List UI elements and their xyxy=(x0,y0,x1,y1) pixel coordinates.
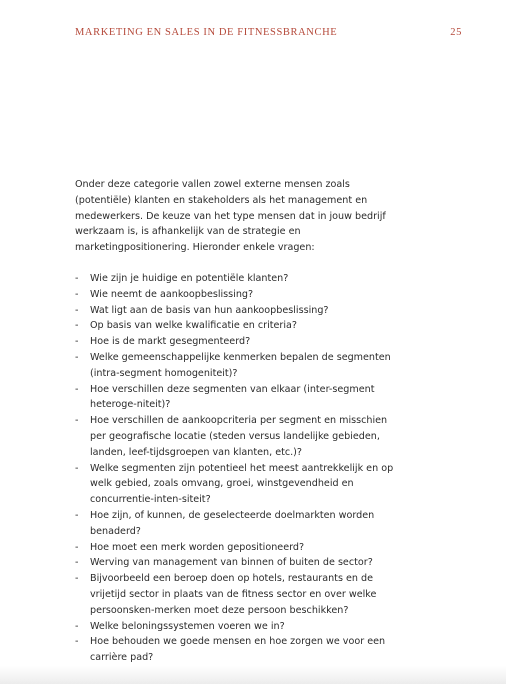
list-item: - Werving van management van binnen of buiten de sector? xyxy=(75,555,395,571)
list-item: - Hoe verschillen de aankoopcriteria per segment en misschien per geografische locatie (steden versus landelijke gebieden, landen, leef-tijdsgroepen van klanten, etc.)? xyxy=(75,413,395,460)
body-text xyxy=(75,177,395,666)
running-header-title: MARKETING EN SALES IN DE FITNESSBRANCHE xyxy=(75,27,338,38)
list-item: - Hoe is de markt gesegmenteerd? xyxy=(75,334,395,350)
question-list xyxy=(75,271,395,666)
list-item: - Bijvoorbeeld een beroep doen op hotels, restaurants en de vrijetijd sector in plaats van de fitness sector en over welke persoonsken-merken moet deze persoon beschikken? xyxy=(75,571,395,618)
page-number: 25 xyxy=(450,27,462,38)
list-item: - Hoe zijn, of kunnen, de geselecteerde doelmarkten worden benaderd? xyxy=(75,508,395,540)
page-bottom-shadow xyxy=(0,666,506,684)
list-item: - Wie zijn je huidige en potentiële klanten? xyxy=(75,271,395,287)
running-header xyxy=(75,27,462,38)
list-item: - Hoe moet een merk worden gepositioneerd? xyxy=(75,540,395,556)
list-item: - Op basis van welke kwalificatie en criteria? xyxy=(75,318,395,334)
list-item: - Hoe behouden we goede mensen en hoe zorgen we voor een carrière pad? xyxy=(75,634,395,666)
list-item: - Wat ligt aan de basis van hun aankoopbeslissing? xyxy=(75,303,395,319)
list-item: - Welke segmenten zijn potentieel het meest aantrekkelijk en op welk gebied, zoals omvang, groei, winstgevendheid en concurrentie-inten-siteit? xyxy=(75,461,395,508)
intro-paragraph: Onder deze categorie vallen zowel externe mensen zoals (potentiële) klanten en stakeholders als het management en medewerkers. De keuze van het type mensen dat in jouw bedrijf werkzaam is, is afhankelijk van de strategie en marketingpositionering. Hieronder enkele vragen: xyxy=(75,179,386,254)
list-item: - Wie neemt de aankoopbeslissing? xyxy=(75,287,395,303)
list-item: - Welke beloningssystemen voeren we in? xyxy=(75,619,395,635)
list-item: - Welke gemeenschappelijke kenmerken bepalen de segmenten (intra-segment homogeniteit)? xyxy=(75,350,395,382)
list-item: - Hoe verschillen deze segmenten van elkaar (inter-segment heteroge-niteit)? xyxy=(75,382,395,414)
